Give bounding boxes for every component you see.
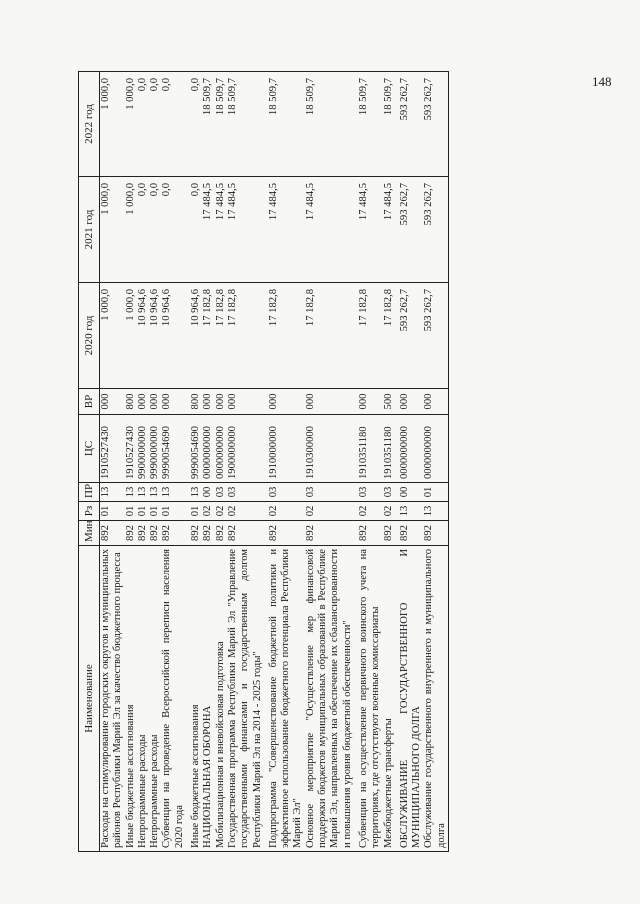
cell-min: 892 [186,521,202,546]
cell-cs: 9990054690 [161,415,186,483]
cell-2020: 17 182,8 [354,283,383,389]
table-row [202,72,214,852]
cell-2022: 18 509,7 [305,72,354,177]
cell-pr: 13 [125,483,137,502]
cell-2021: 0,0 [186,177,202,283]
cell-2021: 17 484,5 [202,177,214,283]
cell-min: 892 [227,521,264,546]
cell-vr: 500 [383,389,395,415]
cell-2020: 10 964,6 [186,283,202,389]
table-row [383,72,395,852]
cell-vr: 000 [215,389,227,415]
cell-rz: 01 [137,502,149,521]
cell-2020: 593 262,7 [395,283,424,389]
cell-pr: 03 [383,483,395,502]
cell-cs: 1900000000 [227,415,264,483]
cell-2021: 17 484,5 [227,177,264,283]
cell-2020: 593 262,7 [423,283,448,389]
cell-rz: 02 [227,502,264,521]
cell-min: 892 [202,521,214,546]
cell-pr: 03 [305,483,354,502]
cell-name: Субвенции на проведение Всероссийской переписи населения 2020 года [161,546,186,852]
cell-min: 892 [264,521,305,546]
cell-name: Подпрограмма "Совершенствование бюджетной политики и эффективное использование бюджетного потенциала Республики Марий Эл" [264,546,305,852]
cell-name: Обслуживание государственного внутреннего и муниципального долга [423,546,448,852]
cell-pr: 03 [227,483,264,502]
header-name: Наименование [79,546,100,852]
cell-vr: 800 [186,389,202,415]
cell-name: ОБСЛУЖИВАНИЕ ГОСУДАРСТВЕННОГО И МУНИЦИПАЛЬНОГО ДОЛГА [395,546,424,852]
cell-cs: 1910300000 [305,415,354,483]
cell-min: 892 [305,521,354,546]
cell-name: Непрограммные расходы [137,546,149,852]
cell-cs: 9900000000 [137,415,149,483]
cell-2021: 0,0 [149,177,161,283]
cell-2021: 593 262,7 [395,177,424,283]
cell-2020: 17 182,8 [215,283,227,389]
cell-2022: 18 509,7 [354,72,383,177]
cell-2020: 17 182,8 [383,283,395,389]
header-rz: Рз [79,502,100,521]
cell-2021: 1 000,0 [100,177,125,283]
budget-table [78,71,449,852]
cell-min: 892 [383,521,395,546]
cell-cs: 0000000000 [423,415,448,483]
cell-vr: 000 [161,389,186,415]
cell-2022: 0,0 [186,72,202,177]
cell-rz: 02 [305,502,354,521]
table-header-row [79,72,100,852]
cell-vr: 000 [305,389,354,415]
cell-pr: 13 [161,483,186,502]
cell-cs: 1910351180 [354,415,383,483]
cell-min: 892 [137,521,149,546]
cell-vr: 000 [395,389,424,415]
table-row [264,72,305,852]
cell-2022: 18 509,7 [264,72,305,177]
cell-min: 892 [215,521,227,546]
cell-2021: 1 000,0 [125,177,137,283]
cell-min: 892 [395,521,424,546]
cell-2020: 10 964,6 [161,283,186,389]
cell-name: Расходы на стимулирование городских округов и муниципальных районов Республики Марий Эл за качество бюджетного процесса [100,546,125,852]
table-row [395,72,424,852]
cell-min: 892 [100,521,125,546]
header-vr: ВР [79,389,100,415]
cell-vr: 000 [354,389,383,415]
cell-min: 892 [125,521,137,546]
table-row [423,72,448,852]
table-row [227,72,264,852]
cell-rz: 01 [186,502,202,521]
cell-pr: 03 [215,483,227,502]
cell-pr: 03 [354,483,383,502]
cell-vr: 000 [264,389,305,415]
cell-2020: 10 964,6 [137,283,149,389]
header-2022: 2022 год [79,72,100,177]
header-2021: 2021 год [79,177,100,283]
cell-2022: 18 509,7 [202,72,214,177]
cell-pr: 01 [423,483,448,502]
cell-rz: 01 [161,502,186,521]
cell-2022: 593 262,7 [423,72,448,177]
table-row [186,72,202,852]
cell-rz: 01 [100,502,125,521]
cell-rz: 01 [125,502,137,521]
cell-vr: 000 [227,389,264,415]
cell-2021: 17 484,5 [305,177,354,283]
cell-name: Государственная программа Республики Марий Эл "Управление государственными финансами и государственным долгом Республики Марий Эл на 2014 - 2025 годы" [227,546,264,852]
cell-name: Непрограммные расходы [149,546,161,852]
cell-name: Мобилизационная и вневойсковая подготовка [215,546,227,852]
table-row [149,72,161,852]
table-row [354,72,383,852]
table-row [100,72,125,852]
cell-vr: 000 [202,389,214,415]
cell-name: Основное мероприятие "Осуществление мер финансовой поддержки бюджетов муниципальных образований в Республике Марий Эл, направленных на обеспечение их сбалансированности и повышения уровня бюджетной обеспеченности" [305,546,354,852]
cell-vr: 000 [423,389,448,415]
cell-pr: 00 [395,483,424,502]
header-min: Мин [79,521,100,546]
cell-name: НАЦИОНАЛЬНАЯ ОБОРОНА [202,546,214,852]
cell-cs: 1910527430 [100,415,125,483]
table-body [100,72,449,852]
cell-2021: 0,0 [137,177,149,283]
cell-2022: 18 509,7 [227,72,264,177]
cell-2020: 1 000,0 [100,283,125,389]
cell-pr: 00 [202,483,214,502]
header-2020: 2020 год [79,283,100,389]
cell-cs: 1910000000 [264,415,305,483]
cell-rz: 02 [383,502,395,521]
table-row [125,72,137,852]
cell-rz: 13 [423,502,448,521]
cell-rz: 02 [264,502,305,521]
cell-pr: 13 [137,483,149,502]
cell-2022: 0,0 [137,72,149,177]
cell-pr: 03 [264,483,305,502]
cell-rz: 02 [202,502,214,521]
cell-cs: 0000000000 [395,415,424,483]
table-row [161,72,186,852]
cell-rz: 02 [215,502,227,521]
cell-min: 892 [354,521,383,546]
cell-min: 892 [149,521,161,546]
cell-rz: 01 [149,502,161,521]
cell-name: Межбюджетные трансферты [383,546,395,852]
table-row [137,72,149,852]
cell-2022: 0,0 [161,72,186,177]
cell-cs: 0000000000 [215,415,227,483]
header-pr: ПР [79,483,100,502]
cell-2021: 0,0 [161,177,186,283]
cell-2020: 17 182,8 [227,283,264,389]
cell-min: 892 [423,521,448,546]
cell-name: Субвенции на осуществление первичного воинского учета на территориях, где отсутствуют военные комиссариаты [354,546,383,852]
cell-2022: 0,0 [149,72,161,177]
rotated-page [78,72,584,852]
cell-2021: 593 262,7 [423,177,448,283]
cell-2022: 593 262,7 [395,72,424,177]
cell-2021: 17 484,5 [354,177,383,283]
cell-2020: 17 182,8 [264,283,305,389]
cell-2020: 17 182,8 [202,283,214,389]
cell-2022: 18 509,7 [215,72,227,177]
cell-rz: 13 [395,502,424,521]
cell-2022: 1 000,0 [125,72,137,177]
cell-2021: 17 484,5 [215,177,227,283]
cell-vr: 000 [100,389,125,415]
header-cs: ЦС [79,415,100,483]
table-row [305,72,354,852]
cell-2022: 1 000,0 [100,72,125,177]
cell-vr: 000 [137,389,149,415]
page-number: 148 [592,74,612,89]
cell-cs: 0000000000 [202,415,214,483]
cell-cs: 9990000000 [149,415,161,483]
cell-2020: 10 964,6 [149,283,161,389]
cell-cs: 9990054690 [186,415,202,483]
cell-min: 892 [161,521,186,546]
cell-2020: 1 000,0 [125,283,137,389]
cell-name: Иные бюджетные ассигнования [186,546,202,852]
table-row [215,72,227,852]
cell-name: Иные бюджетные ассигнования [125,546,137,852]
cell-vr: 000 [149,389,161,415]
cell-2021: 17 484,5 [383,177,395,283]
cell-2021: 17 484,5 [264,177,305,283]
cell-pr: 13 [149,483,161,502]
cell-rz: 02 [354,502,383,521]
cell-cs: 1910351180 [383,415,395,483]
cell-cs: 1910527430 [125,415,137,483]
cell-2022: 18 509,7 [383,72,395,177]
cell-pr: 13 [186,483,202,502]
cell-2020: 17 182,8 [305,283,354,389]
cell-vr: 800 [125,389,137,415]
cell-pr: 13 [100,483,125,502]
